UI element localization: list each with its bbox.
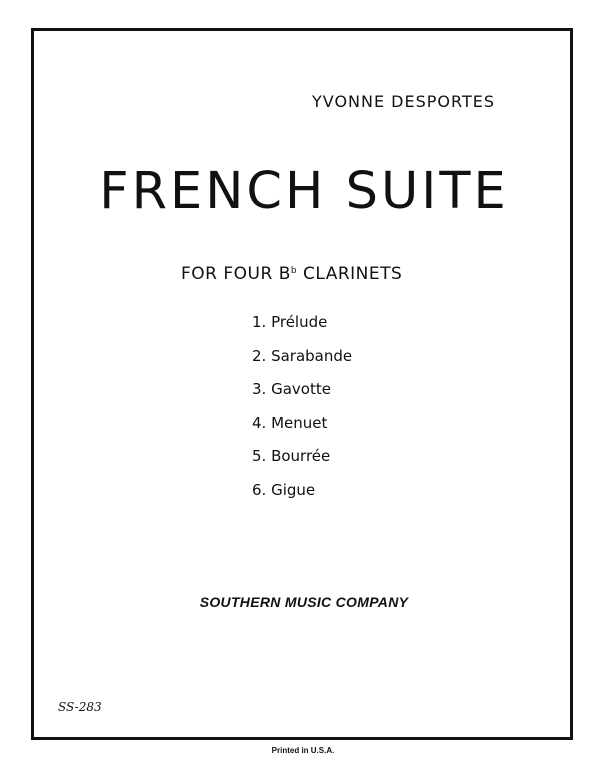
composer-name: YVONNE DESPORTES [312, 92, 495, 111]
catalog-number: SS-283 [58, 700, 102, 714]
publisher-name: SOUTHERN MUSIC COMPANY [199, 594, 409, 610]
movement-list [252, 312, 352, 513]
movement-item: 3. Gavotte [252, 380, 331, 398]
movement-item: 2. Sarabande [252, 346, 353, 365]
printed-in-notice: Printed in U.S.A. [271, 746, 335, 755]
movement-item: 1. Prélude [252, 313, 328, 331]
flat-sign: b [290, 266, 298, 276]
instrumentation-suffix: CLARINETS [297, 264, 403, 284]
movement-item: 4. Menuet [252, 413, 328, 432]
instrumentation [181, 264, 402, 284]
instrumentation-prefix: FOR FOUR B [181, 264, 291, 284]
movement-item: 5. Bourrée [252, 447, 331, 465]
movement-item: 6. Gigue [252, 480, 316, 499]
piece-title: FRENCH SUITE [99, 162, 509, 221]
